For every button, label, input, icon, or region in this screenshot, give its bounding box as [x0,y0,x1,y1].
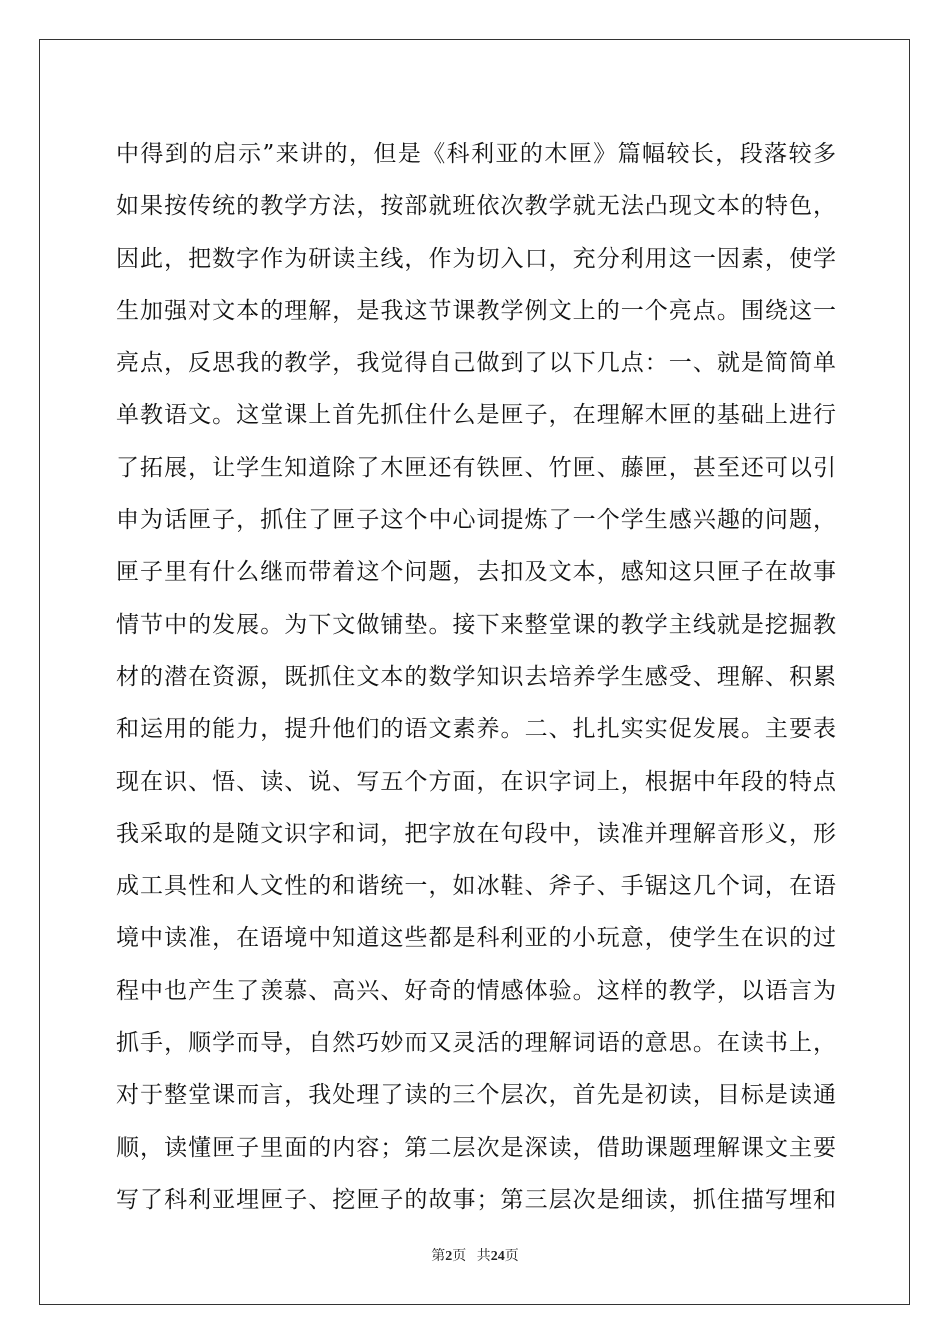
text-line: 情节中的发展。为下文做铺垫。接下来整堂课的教学主线就是挖掘教 [116,611,836,638]
text-line: 亮点，反思我的教学，我觉得自己做到了以下几点：一、就是简简单 [116,350,836,377]
page-prefix: 第 [431,1249,446,1264]
text-line: 写了科利亚埋匣子、挖匣子的故事；第三层次是细读，抓住描写埋和 [116,1186,836,1213]
document-body [116,128,836,1226]
text-line: 境中读准，在语境中知道这些都是科利亚的小玩意，使学生在识的过 [116,925,836,952]
page-suffix: 页 [452,1249,467,1264]
text-line: 抓手，顺学而导，自然巧妙而又灵活的理解词语的意思。在读书上， [116,1030,836,1057]
text-line: 了拓展，让学生知道除了木匣还有铁匣、竹匣、藤匣，甚至还可以引 [116,454,836,481]
text-line: 如果按传统的教学方法，按部就班依次教学就无法凸现文本的特色， [116,193,836,220]
total-pages: 24 [490,1249,505,1264]
page-number: 2 [445,1249,453,1264]
text-line: 现在识、悟、读、说、写五个方面，在识字词上，根据中年段的特点 [116,768,836,795]
text-line: 中得到的启示”来讲的，但是《科利亚的木匣》篇幅较长，段落较多 [116,141,836,167]
page-footer [0,1245,950,1265]
total-suffix: 页 [504,1249,519,1264]
total-prefix: 共 [476,1249,491,1264]
text-line: 生加强对文本的理解，是我这节课教学例文上的一个亮点。围绕这一 [116,297,836,324]
text-line: 程中也产生了羡慕、高兴、好奇的情感体验。这样的教学，以语言为 [116,977,836,1004]
text-line: 成工具性和人文性的和谐统一，如冰鞋、斧子、手锯这几个词，在语 [116,873,836,900]
text-line: 单教语文。这堂课上首先抓住什么是匣子，在理解木匣的基础上进行 [116,402,836,429]
text-line: 对于整堂课而言，我处理了读的三个层次，首先是初读，目标是读通 [116,1082,836,1109]
text-line: 申为话匣子，抓住了匣子这个中心词提炼了一个学生感兴趣的问题， [116,507,836,534]
text-line: 我采取的是随文识字和词，把字放在句段中，读准并理解音形义，形 [116,820,836,847]
text-line: 顺，读懂匣子里面的内容；第二层次是深读，借助课题理解课文主要 [116,1134,836,1161]
text-line: 匣子里有什么继而带着这个问题，去扣及文本，感知这只匣子在故事 [116,559,836,586]
text-line: 和运用的能力，提升他们的语文素养。二、扎扎实实促发展。主要表 [116,716,836,743]
text-line: 材的潜在资源，既抓住文本的数学知识去培养学生感受、理解、积累 [116,663,836,690]
text-line: 因此，把数字作为研读主线，作为切入口，充分利用这一因素，使学 [116,245,836,272]
